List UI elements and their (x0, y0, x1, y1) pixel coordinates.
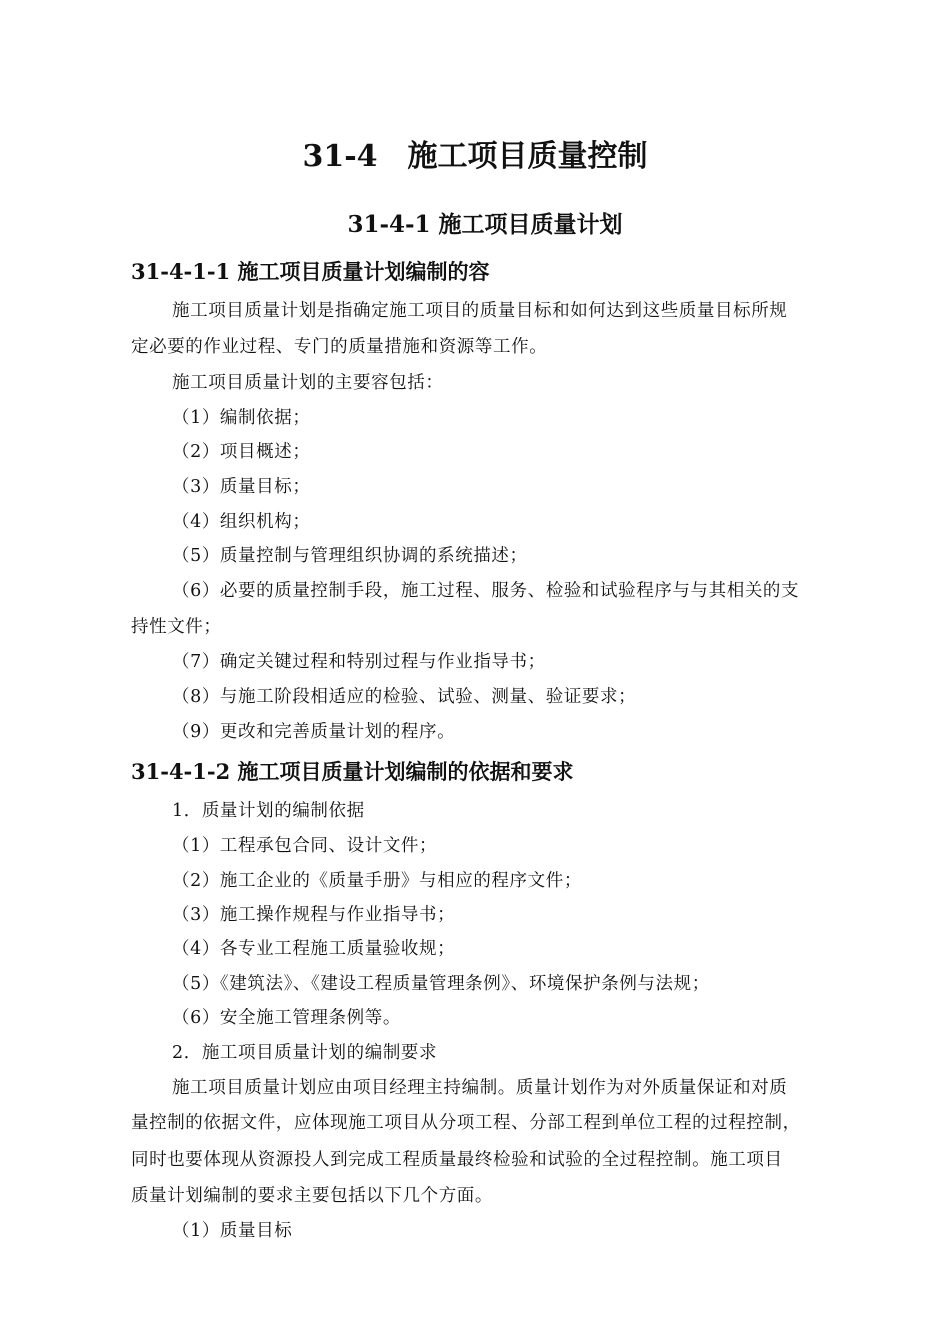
numbered-point: 2．施工项目质量计划的编制要求 (172, 1043, 438, 1063)
paragraph-line: 同时也要体现从资源投人到完成工程质量最终检验和试验的全过程控制。施工项目 (131, 1150, 783, 1170)
list-item: （4）各专业工程施工质量验收规； (172, 939, 456, 959)
subsection-heading-1: 31-4-1-1 施工项目质量计划编制的容 (131, 259, 490, 284)
list-item: （9）更改和完善质量计划的程序。 (172, 722, 456, 742)
list-item: （3）质量目标； (172, 477, 311, 497)
list-item: （5）《建筑法》、《建设工程质量管理条例》、环境保护条例与法规； (172, 974, 710, 994)
subsection-heading-2: 31-4-1-2 施工项目质量计划编制的依据和要求 (131, 759, 574, 784)
section-heading: 31-4-1 施工项目质量计划 (347, 211, 623, 238)
list-item: （2）施工企业的《质量手册》与相应的程序文件； (172, 871, 582, 891)
list-item: （1）工程承包合同、设计文件； (172, 836, 438, 856)
list-item: （1）编制依据； (172, 408, 311, 428)
list-item: （8）与施工阶段相适应的检验、试验、测量、验证要求； (172, 687, 637, 707)
list-item: （1）质量目标 (172, 1221, 293, 1241)
paragraph-line: 施工项目质量计划的主要容包括： (172, 373, 444, 393)
list-item: （3）施工操作规程与作业指导书； (172, 905, 456, 925)
paragraph-line: 施工项目质量计划应由项目经理主持编制。质量计划作为对外质量保证和对质 (172, 1078, 788, 1098)
paragraph-line: 定必要的作业过程、专门的质量措施和资源等工作。 (131, 337, 548, 357)
list-item: 持性文件； (131, 617, 222, 637)
list-item: （4）组织机构； (172, 512, 311, 532)
list-item: （7）确定关键过程和特别过程与作业指导书； (172, 652, 546, 672)
list-item: （5）质量控制与管理组织协调的系统描述； (172, 546, 528, 566)
page-title: 31-4 施工项目质量控制 (302, 139, 648, 174)
paragraph-line: 量控制的依据文件，应体现施工项目从分项工程、分部工程到单位工程的过程控制， (131, 1113, 801, 1133)
list-item: （6）安全施工管理条例等。 (172, 1008, 401, 1028)
paragraph-line: 质量计划编制的要求主要包括以下几个方面。 (131, 1186, 493, 1206)
numbered-point: 1．质量计划的编制依据 (172, 801, 365, 821)
list-item: （2）项目概述； (172, 442, 311, 462)
paragraph-line: 施工项目质量计划是指确定施工项目的质量目标和如何达到这些质量目标所规 (172, 301, 788, 321)
list-item: （6）必要的质量控制手段，施工过程、服务、检验和试验程序与与其相关的支 (172, 581, 800, 601)
